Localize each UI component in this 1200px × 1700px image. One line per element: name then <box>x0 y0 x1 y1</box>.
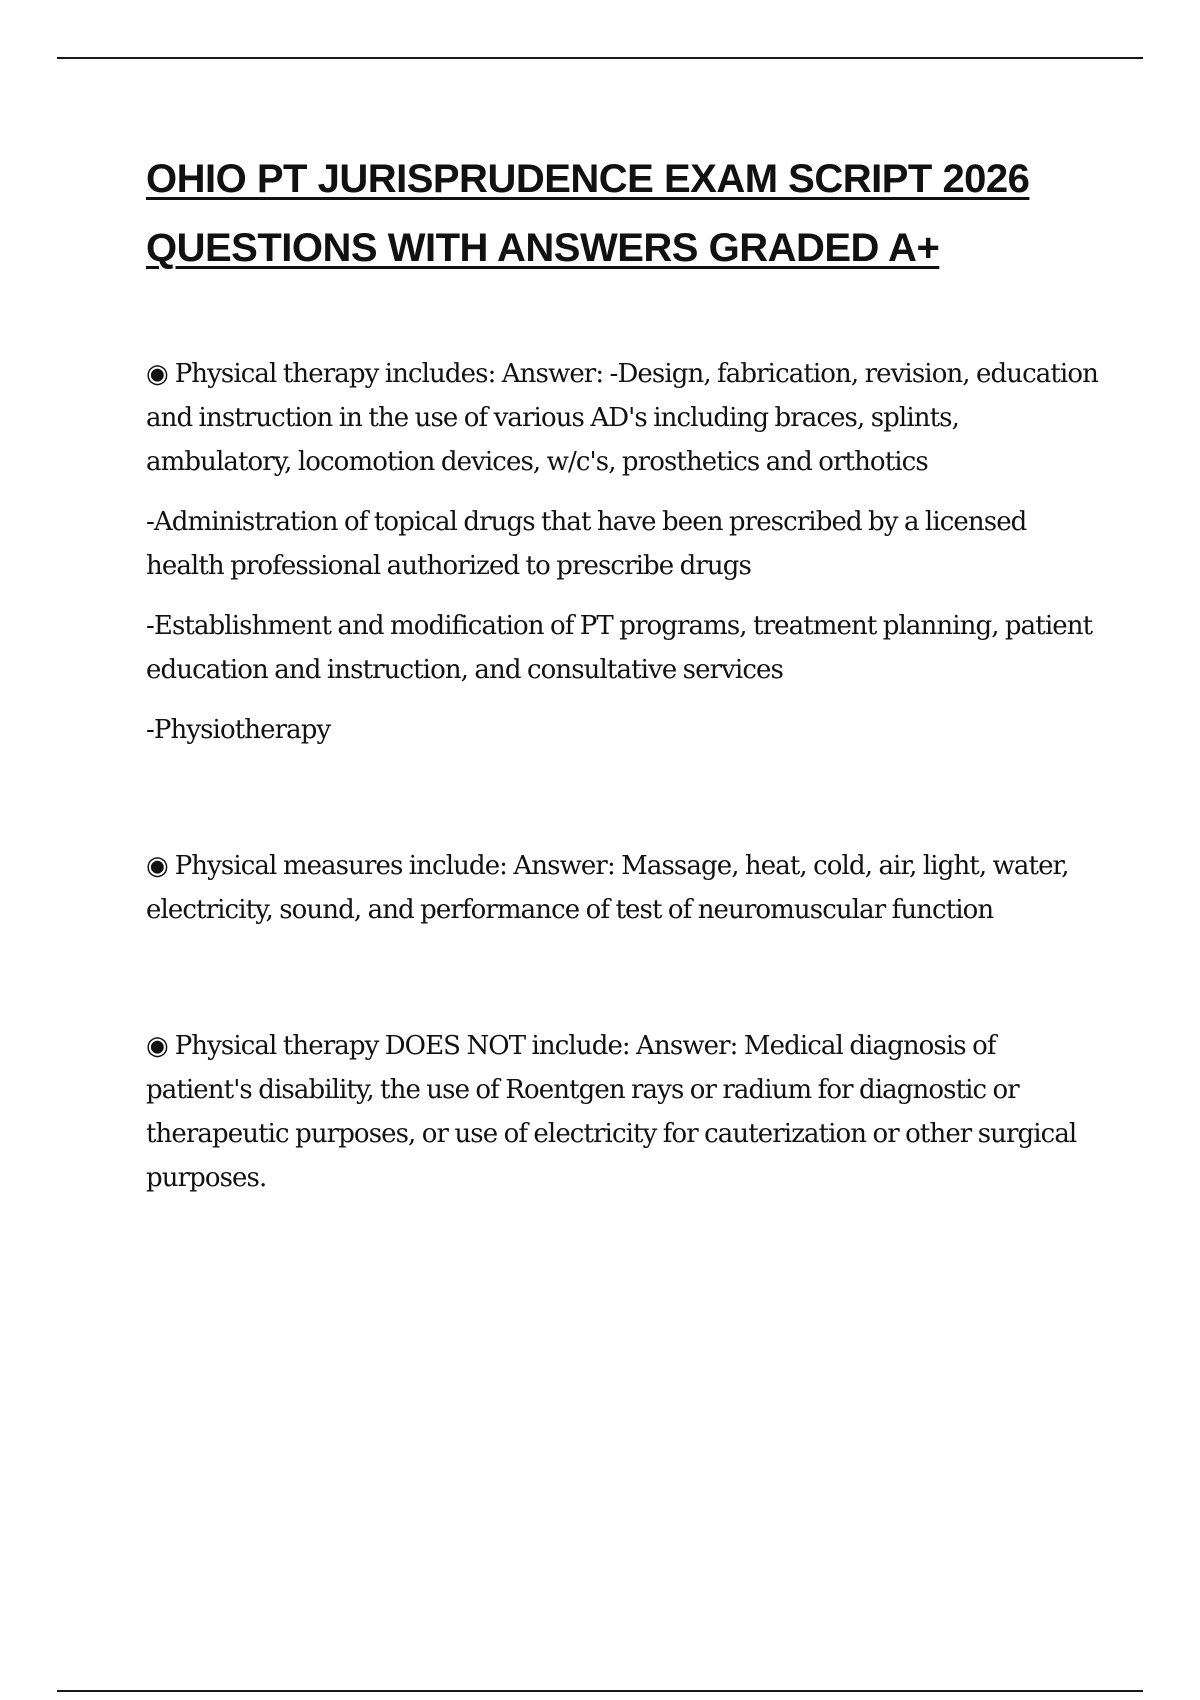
qa-item-2 <box>146 844 1106 932</box>
bullet-circle-icon: ◉ <box>146 359 169 389</box>
title-line-2: QUESTIONS WITH ANSWERS GRADED A+ <box>146 226 940 270</box>
bullet-circle-icon: ◉ <box>146 851 169 881</box>
answer-paragraph: -Physiotherapy <box>146 715 331 745</box>
answer-paragraph: -Administration of topical drugs that have been prescribed by a licensed health professional authorized to prescribe drugs <box>146 507 1027 581</box>
bullet-circle-icon: ◉ <box>146 1031 169 1061</box>
qa-list <box>146 352 1106 1200</box>
bottom-rule <box>57 1690 1143 1692</box>
title-line-1: OHIO PT JURISPRUDENCE EXAM SCRIPT 2026 <box>146 157 1030 201</box>
qa-paragraph <box>146 844 1106 932</box>
question-text: Physical therapy DOES NOT include: Answer: Medical diagnosis of patient's disability, the use of Roentgen rays or radium for diagnostic or therapeutic purposes, or use of electricity for cauterization or other surgical purposes. <box>146 1031 1077 1193</box>
qa-item-3 <box>146 1024 1106 1200</box>
page-title <box>146 145 1106 283</box>
answer-paragraph: -Establishment and modification of PT programs, treatment planning, patient education and instruction, and consultative services <box>146 611 1093 685</box>
question-text: Physical measures include: Answer: Massage, heat, cold, air, light, water, electricity, sound, and performance of test of neuromuscular function <box>146 851 1069 925</box>
qa-item-1 <box>146 352 1106 752</box>
qa-paragraph <box>146 352 1106 484</box>
top-rule <box>57 57 1143 59</box>
question-text: Physical therapy includes: Answer: -Design, fabrication, revision, education and instruction in the use of various AD's including braces, splints, ambulatory, locomotion devices, w/c's, prosthetics and orthotics <box>146 359 1098 477</box>
qa-paragraph <box>146 1024 1106 1200</box>
